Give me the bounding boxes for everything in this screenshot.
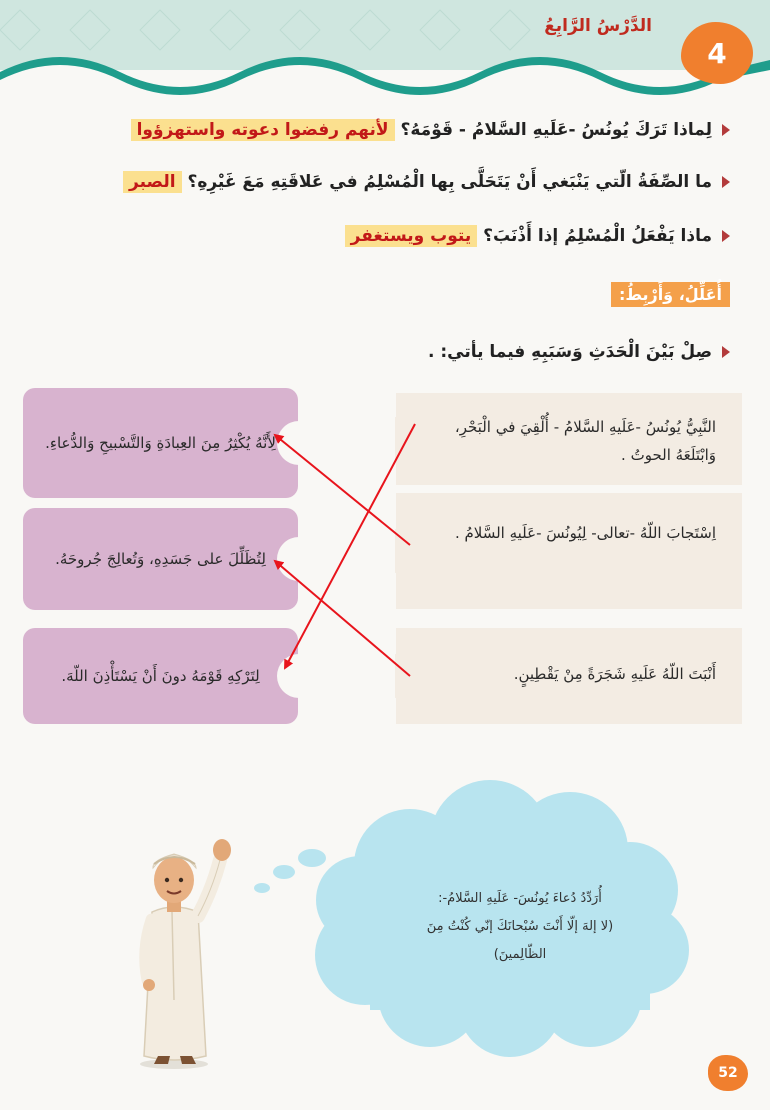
match-line-3 bbox=[275, 561, 410, 676]
question-2-text: ما الصِّفَةُ الّتي يَنْبَغي أَنْ يَتَحَلَّى بِها الْمُسْلِمُ في عَلاقَتِهِ مَعَ غَيْرِهِ؟ bbox=[187, 172, 712, 192]
cloud-line-1: أُرَدِّدُ دُعاءَ يُونُسَ- عَلَيهِ السَّلامُ-: bbox=[438, 891, 602, 906]
question-3-text: ماذا يَفْعَلُ الْمُسْلِمُ إذا أَذْنَبَ؟ bbox=[483, 226, 712, 246]
match-line-1 bbox=[285, 424, 415, 668]
lesson-number-badge: 4 bbox=[681, 22, 753, 84]
cloud-line-2: (لا إلهَ إلّا أَنْتَ سُبْحانَكَ إنّي كُنْتُ مِنَ bbox=[426, 919, 614, 934]
reason-card-1-text: لِأَنَّهُ يُكْثِرُ مِنَ العِبادَةِ وَالتَّسْبيحِ وَالدُّعاءِ. bbox=[45, 434, 276, 452]
event-card-2-text: اِسْتَجابَ اللّهُ -تعالى- لِيُونُسَ -عَلَيهِ السَّلامُ . bbox=[454, 524, 716, 542]
cloud-line-3: الظّالِمينَ) bbox=[493, 947, 547, 962]
match-line-2 bbox=[275, 435, 410, 545]
question-1-text: لِماذا تَرَكَ يُونُسُ -عَلَيهِ السَّلامُ - قَوْمَهُ؟ bbox=[400, 120, 712, 140]
event-card-3-text: أَنْبَتَ اللّهُ عَلَيهِ شَجَرَةً مِنْ يَقْطِينٍ. bbox=[513, 665, 716, 683]
matching-instruction-text: صِلْ بَيْنَ الْحَدَثِ وَسَبَبِهِ فيما يأتي: . bbox=[427, 342, 712, 362]
answer-3: يتوب ويستغفر bbox=[345, 225, 478, 247]
cloud-text bbox=[380, 885, 660, 969]
reason-card-2-text: لِتُظَلِّلَ على جَسَدِهِ، وَتُعالِجَ جُروحَهُ. bbox=[55, 550, 266, 568]
boy-illustration bbox=[112, 820, 252, 1070]
section-heading: أُعَلِّلُ، وَأَرْبِطُ: bbox=[611, 282, 730, 307]
answer-1: لأنهم رفضوا دعوته واستهزؤوا bbox=[131, 119, 395, 141]
lesson-title: الدَّرْسُ الرَّابِعُ bbox=[544, 16, 652, 36]
answer-2: الصبر bbox=[123, 171, 181, 193]
event-card-1-text: النَّبِيُّ يُونُسُ -عَلَيهِ السَّلامُ - أُلْقِيَ في الْبَحْرِ، وَابْتَلَعَهُ الحوتُ . bbox=[454, 418, 716, 464]
reason-card-3-text: لِتَرْكِهِ قَوْمَهُ دونَ أَنْ يَسْتَأْذِنَ اللّهَ. bbox=[61, 667, 260, 685]
page-number: 52 bbox=[708, 1055, 748, 1091]
